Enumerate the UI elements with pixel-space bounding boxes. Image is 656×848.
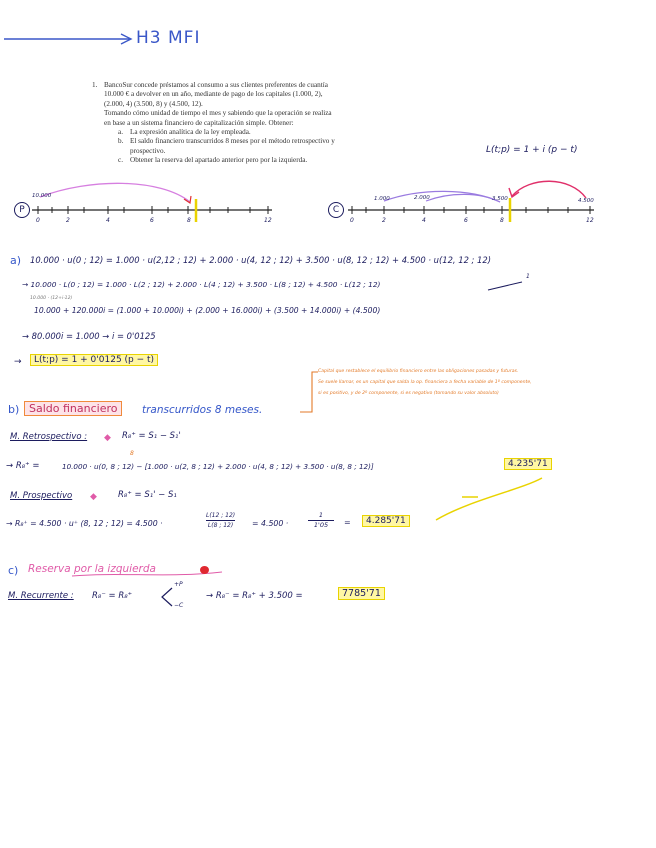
pros-label: M. Prospectivo xyxy=(10,491,73,501)
frac-denominator: L(8 ; 12) xyxy=(207,522,234,529)
timeline-p-tick-label: 12 xyxy=(264,217,272,224)
note-line: Capital que restablece el equilibrio financiero entre las obligaciones pasadas y futuras. xyxy=(318,369,519,374)
recurrente-formula: R₈⁻ = R₈⁺ xyxy=(92,591,133,601)
part-a-label: a) xyxy=(10,254,22,267)
part-a-line2-mark: 1 xyxy=(526,273,530,280)
retro-bullet: ◆ xyxy=(104,432,111,442)
timeline-p-tick-label: 8 xyxy=(187,217,191,224)
part-a-line3: 10.000 + 120.000i = (1.000 + 10.000i) + (2.000 + 16.000i) + (3.500 + 14.000i) + (4.500) xyxy=(34,306,381,315)
timeline-p-tick-label: 4 xyxy=(106,217,110,224)
timeline-c-tick-label: 2 xyxy=(382,217,386,224)
problem-statement xyxy=(92,81,412,166)
retro-sup: 8 xyxy=(130,450,134,457)
pros-eq: = xyxy=(344,518,351,527)
part-a-line1: 10.000 · u(0 ; 12) = 1.000 · u(2,12 ; 12) + 2.000 · u(4, 12 ; 12) + 3.500 · u(8, 12 ; 12) + 4.500 · u(12, 12 ; 12) xyxy=(30,255,491,265)
item-letter: c. xyxy=(118,156,123,165)
branch-top: +P xyxy=(174,581,183,588)
retro-result: 4.235'71 xyxy=(504,458,552,470)
part-b-note xyxy=(318,366,532,399)
timeline-p-arc xyxy=(40,183,190,202)
problem-intro-line: Tomando cómo unidad de tiempo el mes y sabiendo que la operación se realiza xyxy=(104,109,332,118)
timeline-c-tick-label: 8 xyxy=(500,217,504,224)
retro-formula: R₈⁺ = S₁ − S₁' xyxy=(122,431,181,441)
part-a-line3-note: 10.000 · (12+i·12) xyxy=(30,296,73,301)
item-text: prospectivo. xyxy=(130,146,166,155)
timeline-c-amount: 3.500 xyxy=(492,196,508,202)
note-line: Se suele llamar, es un capital que salda la op. financiera a fecha variable de 1º componente, xyxy=(318,380,532,385)
part-a-arrow: → xyxy=(14,357,22,367)
timeline-c-tick-label: 4 xyxy=(422,217,426,224)
pros-mid: = 4.500 · xyxy=(252,519,289,528)
part-c-result: 7785'71 xyxy=(338,587,385,600)
page-title: H3 MFI xyxy=(136,28,201,48)
item-text: La expresión analítica de la ley empleada. xyxy=(130,128,251,137)
problem-intro-line: BancoSur concede préstamos al consumo a sus clientes preferentes de cuantía xyxy=(104,81,328,89)
pros-bullet: ◆ xyxy=(90,491,97,501)
part-c-label: c) xyxy=(8,564,19,577)
note-line: si es positivo, y de 2º componente, si es negativo (tomando su valor absoluto) xyxy=(318,391,499,396)
timeline-p-tick-label: 0 xyxy=(36,217,40,224)
pros-result: 4.285'71 xyxy=(362,515,410,527)
pros-frac2 xyxy=(308,511,334,530)
problem-number: 1. xyxy=(92,81,98,89)
part-c-calc: → R₈⁻ = R₈⁺ + 3.500 = xyxy=(206,591,303,601)
part-c-blob xyxy=(200,566,209,574)
timeline-c-tick-label: 12 xyxy=(586,217,594,224)
problem-intro-line: 10.000 € a devolver en un año, mediante de pago de los capitales (1.000, 2), xyxy=(104,90,323,99)
timeline-p-tick-label: 2 xyxy=(66,217,70,224)
timeline-c-tick-label: 6 xyxy=(464,217,468,224)
pros-formula: R₈⁺ = S₁' − S₁ xyxy=(118,490,177,500)
part-b-title: Saldo financiero xyxy=(24,401,122,416)
pros-frac xyxy=(206,511,235,530)
branch-bottom: −C xyxy=(174,602,184,609)
part-a-result: L(t;p) = 1 + 0'0125 (p − t) xyxy=(30,354,158,366)
timeline-c-amount: 4.500 xyxy=(578,198,594,204)
part-b-label: b) xyxy=(8,403,20,416)
timeline-p-tick-label: 6 xyxy=(150,217,154,224)
timeline-p-amount: 10.000 xyxy=(32,193,52,199)
pros-calc: → R₈⁺ = 4.500 · u⁺ (8, 12 ; 12) = 4.500 · xyxy=(6,519,163,528)
item-text: Obtener la reserva del apartado anterior pero por la izquierda. xyxy=(130,156,308,165)
part-b-title-rest: transcurridos 8 meses. xyxy=(142,404,263,416)
item-text: El saldo financiero transcurridos 8 meses por el método retrospectivo y xyxy=(130,137,335,146)
law-note: L(t;p) = 1 + i (p − t) xyxy=(486,145,578,155)
frac2-denominator: 1'05 xyxy=(313,521,329,529)
timeline-c-amount: 1.000 xyxy=(374,196,390,202)
problem-intro-line: en base a un sistema financiero de capitalización simple. Obtener: xyxy=(104,118,294,127)
timeline-c-circle: C xyxy=(328,202,344,218)
problem-intro-line: (2.000, 4) (3.500, 8) y (4.500, 12). xyxy=(104,99,203,108)
part-a-line4: → 80.000i = 1.000 → i = 0'0125 xyxy=(22,331,156,341)
retro-calc-prefix: → R₈⁺ = xyxy=(6,461,40,471)
timeline-p-circle: P xyxy=(14,202,30,218)
frac2-numerator: 1 xyxy=(308,511,334,521)
part-a-line2: → 10.000 · L(0 ; 12) = 1.000 · L(2 ; 12) + 2.000 · L(4 ; 12) + 3.500 · L(8 ; 12) + 4.500 · L(12 ; 12) xyxy=(22,280,381,289)
part-c-title: Reserva por la izquierda xyxy=(28,563,156,575)
item-letter: b. xyxy=(118,137,124,146)
frac-numerator: L(12 ; 12) xyxy=(206,512,236,519)
recurrente-label: M. Recurrente : xyxy=(8,591,74,601)
timeline-c-tick-label: 0 xyxy=(350,217,354,224)
item-letter: a. xyxy=(118,128,123,137)
retro-calc: 10.000 · u(0, 8 ; 12) − [1.000 · u(2, 8 ; 12) + 2.000 · u(4, 8 ; 12) + 3.500 · u(8, 8 ; 12)] xyxy=(62,462,374,471)
retro-label: M. Retrospectivo : xyxy=(10,432,88,442)
timeline-c-amount: 2.000 xyxy=(414,195,430,201)
